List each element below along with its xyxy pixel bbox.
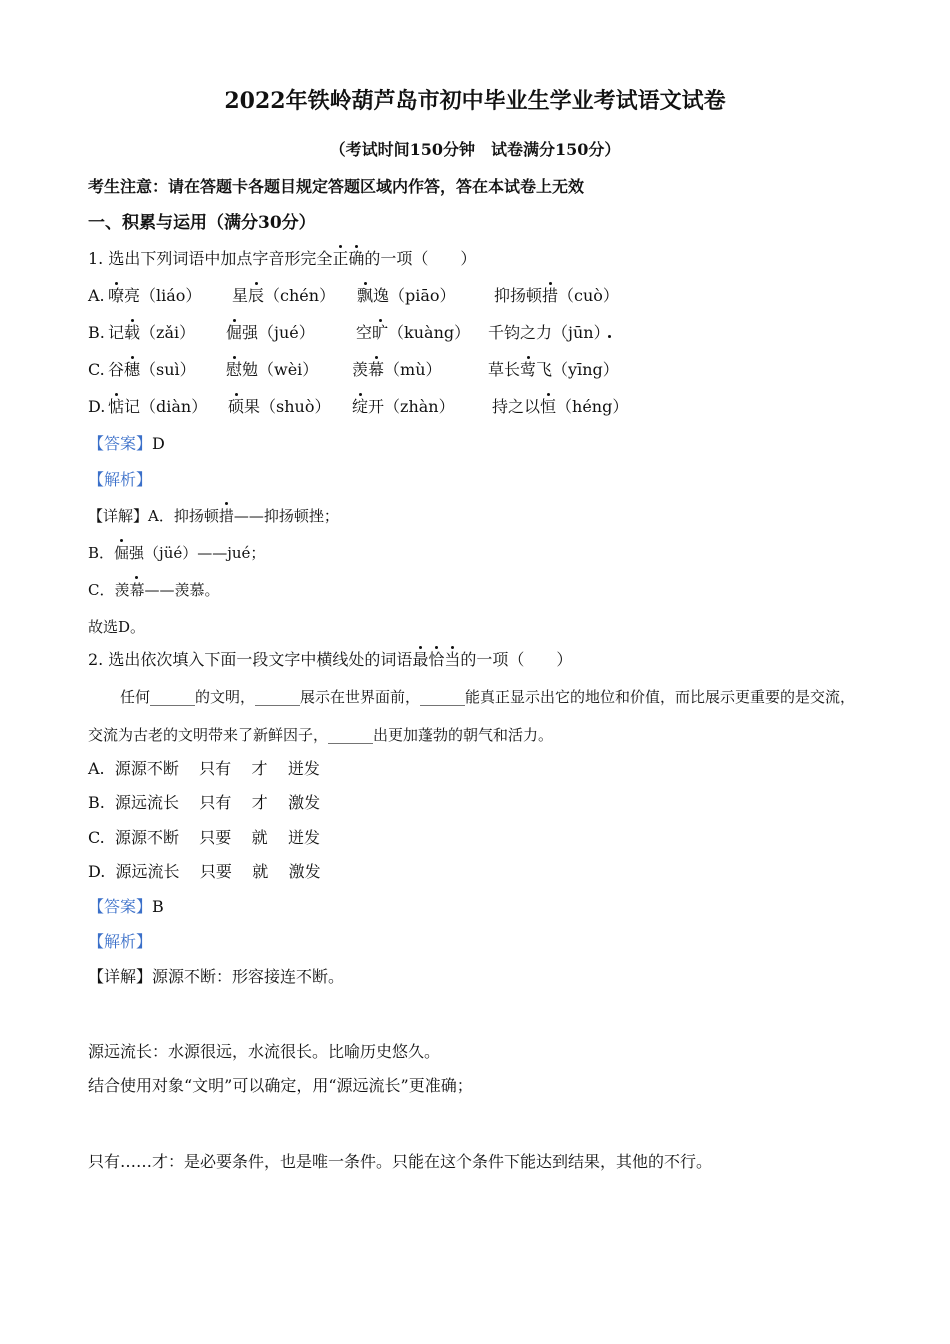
q1-option-a-word4: 抑扬顿措（cuò） [494, 286, 619, 305]
q2-passage: 任何______的文明，______展示在世界面前，______能真正显示出它的地位和价值，而比展示更重要的是交流，交流为古老的文明带来了新鲜因子，______出更加蓬勃的朝气和活力。 [88, 688, 856, 744]
q2-option-d: D. 源远流长 只要 就 激发 [88, 862, 321, 881]
q1-detail-a: 【详解】A．抑扬顿措——抑扬顿挫； [88, 507, 339, 525]
q1-option-c-word4: 草长莺飞（yīng） [488, 360, 619, 379]
q1-option-c-word1: 谷穗（suì） [108, 360, 196, 379]
q1-conclusion: 故选D。 [88, 618, 146, 636]
q1-option-c-word2: 慰勉（wèi） [226, 360, 319, 379]
q2-analysis-tag: 【解析】 [88, 932, 153, 951]
q1-option-d-word1: 惦记（diàn） [108, 397, 208, 416]
q1-option-a-word3: 飘逸（piāo） [357, 286, 456, 305]
q2-option-b: B. 源远流长 只有 才 激发 [88, 793, 321, 812]
q2-detail-3: 结合使用对象“文明”可以确定，用“源远流长”更准确； [88, 1076, 473, 1095]
q1-option-d-word2: 硕果（shuò） [228, 397, 331, 416]
q1-option-b-word1: 记载（zǎi） [108, 323, 196, 342]
q1-stem: 1. 选出下列词语中加点字音形完全正确的一项（ ） [88, 249, 477, 268]
q1-option-a-word1: 嘹亮（liáo） [108, 286, 202, 305]
q1-analysis-tag: 【解析】 [88, 470, 153, 489]
exam-subtitle: （考试时间150分钟 试卷满分150分） [329, 140, 621, 159]
section-heading: 一、积累与运用（满分30分） [88, 213, 316, 233]
q1-answer: 【答案】D [88, 434, 165, 453]
q2-option-c: C. 源源不断 只要 就 迸发 [88, 828, 321, 847]
q1-option-a-label: A. [88, 286, 105, 305]
q2-answer: 【答案】B [88, 897, 164, 916]
q2-option-a: A. 源源不断 只有 才 迸发 [88, 759, 320, 778]
q1-option-b-word2: 倔强（jué） [226, 323, 315, 342]
q1-option-b-label: B. [88, 323, 105, 342]
exam-title: 2022年铁岭葫芦岛市初中毕业生学业考试语文试卷 [224, 88, 726, 114]
q1-option-d-word4: 持之以恒（héng） [492, 397, 629, 416]
q1-option-d-word3: 绽开（zhàn） [352, 397, 455, 416]
q2-detail-1: 【详解】源源不断：形容接连不断。 [88, 967, 345, 986]
exam-notice: 考生注意：请在答题卡各题目规定答题区域内作答，答在本试卷上无效 [88, 177, 585, 196]
q2-detail-2: 源远流长：水源很远，水流很长。比喻历史悠久。 [88, 1042, 441, 1061]
q1-option-b-word4: 千钧之力（jūn） [488, 323, 610, 342]
q2-stem: 2. 选出依次填入下面一段文字中横线处的词语最恰当的一项（ ） [88, 650, 573, 669]
q1-option-c-word3: 羡幕（mù） [352, 360, 442, 379]
q1-option-d-label: D. [88, 397, 106, 416]
q1-option-a-word2: 星辰（chén） [232, 286, 336, 305]
q2-detail-4: 只有……才：是必要条件，也是唯一条件。只能在这个条件下能达到结果，其他的不行。 [88, 1152, 713, 1171]
q1-option-b-word3: 空旷（kuàng） [356, 323, 471, 342]
q1-detail-b: B．倔强（jüé）——jué； [88, 544, 266, 562]
q1-detail-c: C．羡幕——羡慕。 [88, 581, 220, 599]
q1-option-c-label: C. [88, 360, 105, 379]
